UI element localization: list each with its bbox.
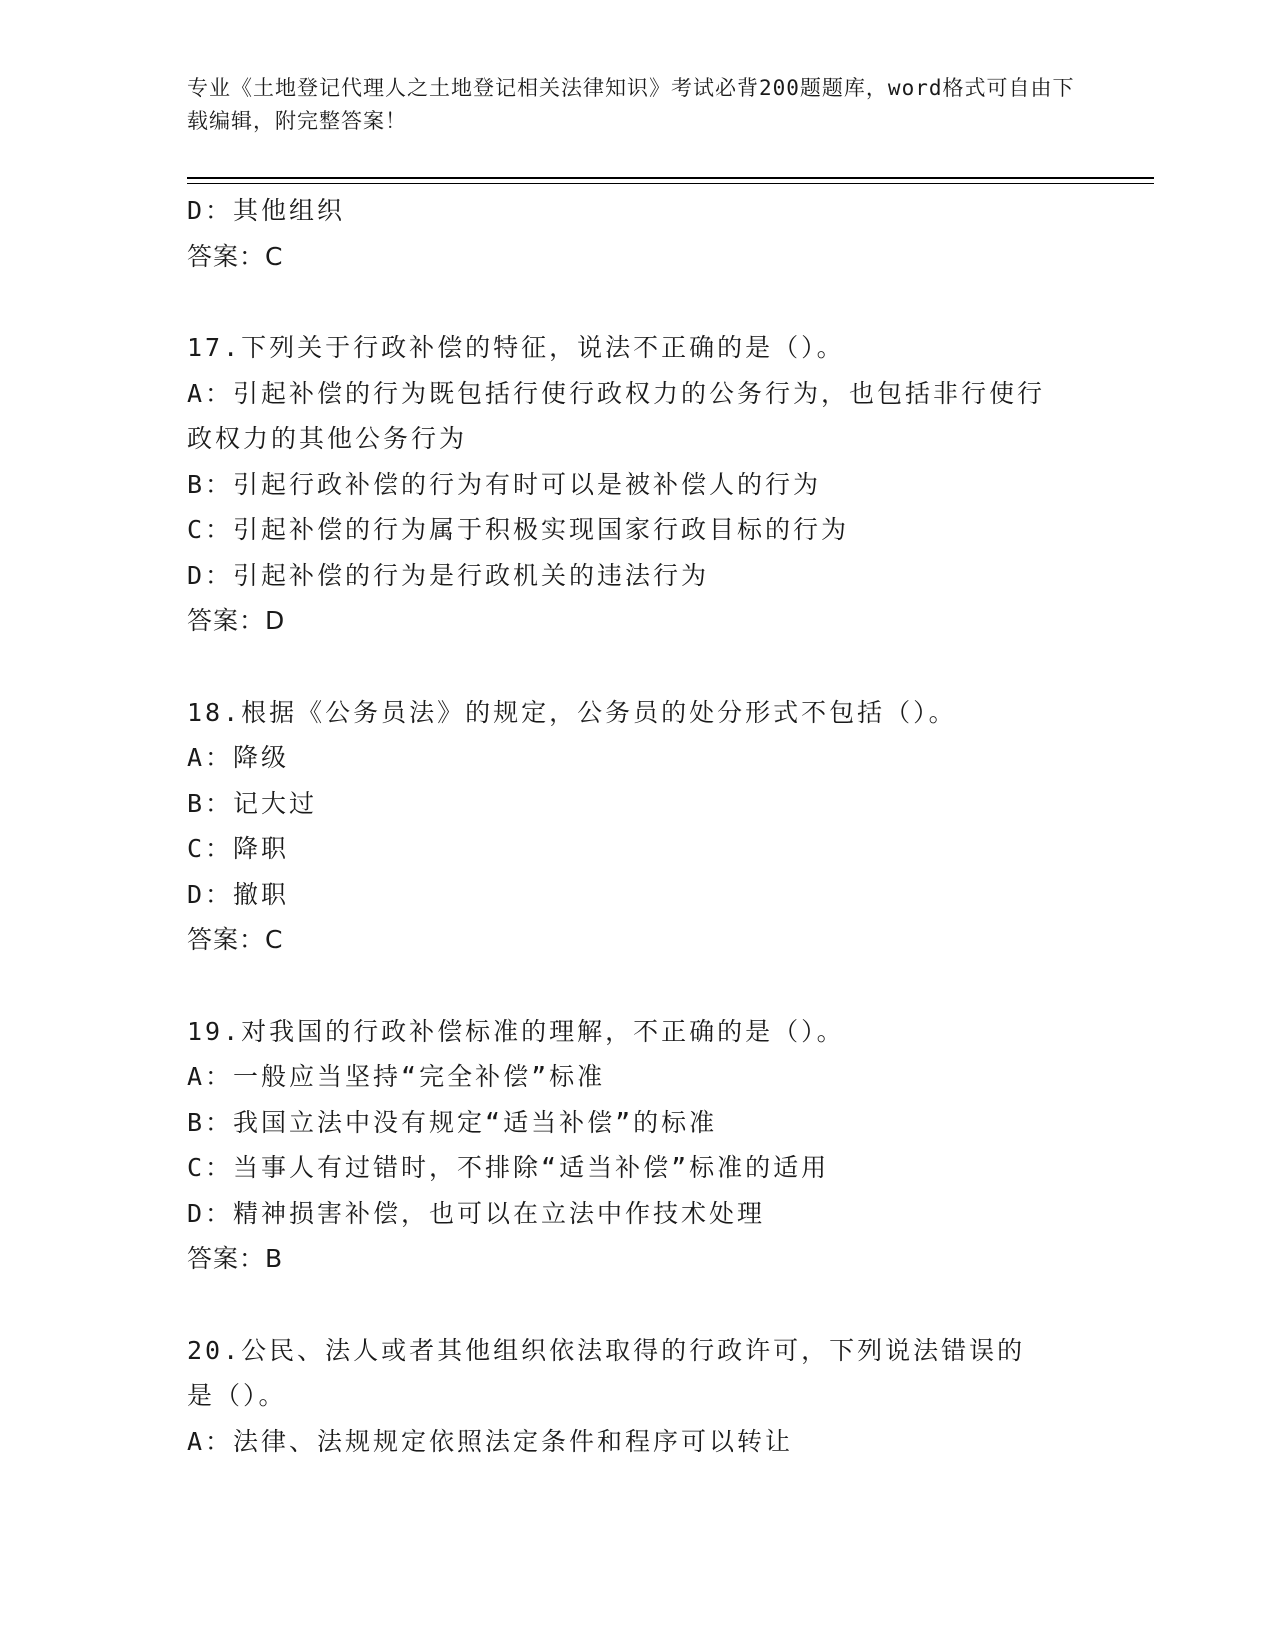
option-c: C：当事人有过错时，不排除“适当补偿”标准的适用: [187, 1153, 830, 1182]
question-spacer: [187, 963, 1087, 1009]
option-c: C：引起补偿的行为属于积极实现国家行政目标的行为: [187, 515, 850, 544]
option-a: A：法律、法规规定依照法定条件和程序可以转让: [187, 1426, 794, 1456]
question-20: [187, 1328, 1087, 1465]
question-stem: 18.根据《公务员法》的规定，公务员的处分形式不包括（）。: [187, 697, 957, 727]
document-header-title: 专业《土地登记代理人之土地登记相关法律知识》考试必背200题题库，word格式可自由下载编辑，附完整答案！: [187, 76, 1075, 133]
option-d: D：其他组织: [187, 196, 346, 225]
option-a: A：一般应当坚持“完全补偿”标准: [187, 1062, 606, 1091]
answer-line: 答案：C: [187, 925, 284, 954]
option-b: B：我国立法中没有规定“适当补偿”的标准: [187, 1107, 718, 1137]
option-a: A：引起补偿的行为既包括行使行政权力的公务行为，也包括非行使行政权力的其他公务行为: [187, 378, 1046, 453]
option-d: D：引起补偿的行为是行政机关的违法行为: [187, 560, 710, 590]
answer-line: 答案：C: [187, 241, 284, 271]
question-stem: 20.公民、法人或者其他组织依法取得的行政许可，下列说法错误的是（）。: [187, 1335, 1026, 1410]
question-spacer: [187, 644, 1087, 690]
option-c: C：降职: [187, 834, 290, 863]
header-divider-thin: [187, 183, 1154, 184]
question-stem: 19.对我国的行政补偿标准的理解，不正确的是（）。: [187, 1016, 845, 1046]
question-16-tail: [187, 188, 1087, 279]
question-17: [187, 325, 1087, 644]
question-list: [187, 188, 1087, 1464]
question-spacer: [187, 1282, 1087, 1328]
header-divider-thick: [187, 177, 1154, 179]
option-b: B：引起行政补偿的行为有时可以是被补偿人的行为: [187, 469, 822, 499]
option-a: A：降级: [187, 743, 290, 772]
option-b: B：记大过: [187, 788, 318, 818]
question-spacer: [187, 279, 1087, 325]
question-18: [187, 690, 1087, 963]
question-stem: 17.下列关于行政补偿的特征，说法不正确的是（）。: [187, 333, 845, 362]
option-d: D：撤职: [187, 879, 290, 909]
answer-line: 答案：D: [187, 606, 286, 635]
question-19: [187, 1009, 1087, 1282]
option-d: D：精神损害补偿，也可以在立法中作技术处理: [187, 1198, 766, 1228]
answer-line: 答案：B: [187, 1244, 284, 1273]
